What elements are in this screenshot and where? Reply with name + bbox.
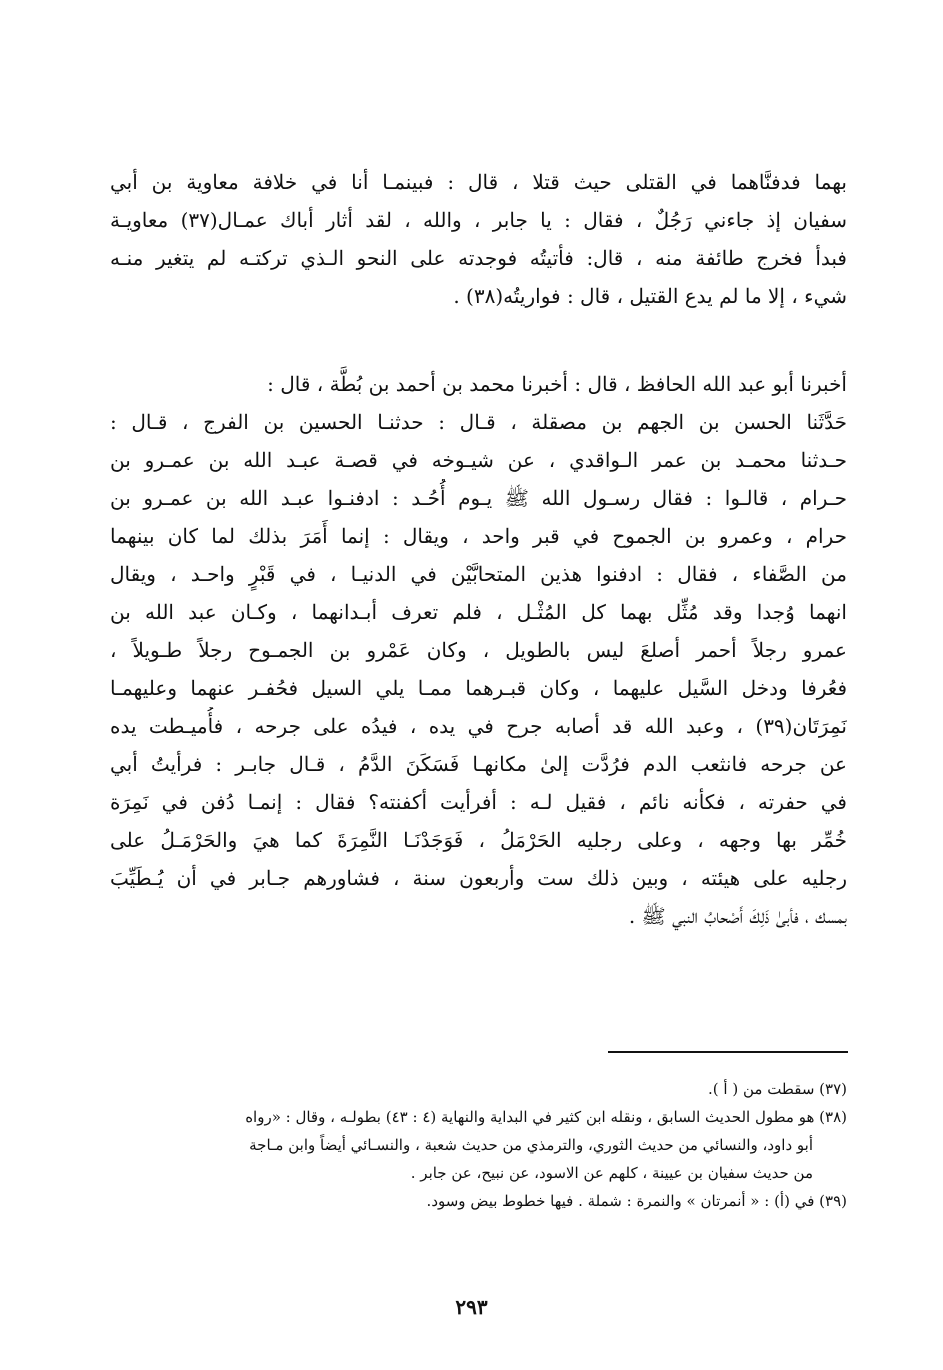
text-line: نَمِرَتَان(٣٩) ، وعبد الله قد أصابه جرح في يده ، فيدُه على جرحه ، فأُميـطت يده bbox=[110, 714, 847, 738]
footnote-39: (٣٩) في (أ) : « أنمرتان » والنمرة : شملة . فيها خطوط بيض وسود. bbox=[426, 1192, 847, 1210]
text-line: حرام ، وعمرو بن الجموح في قبر واحد ، ويقال : إنما أَمَرَ بذلك لما كان بينهما bbox=[110, 524, 847, 548]
text-line: من الصَّفاء ، فقال : ادفنوا هذين المتحابَّيْن في الدنيـا ، في قَبْرٍ واحـد ، ويقال bbox=[110, 562, 847, 586]
text-line: حـدثنا محمـد بن عمر الـواقدي ، عن شيـوخه في قصـة عبـد الله بن عمـرو بن bbox=[110, 448, 847, 472]
footnotes bbox=[110, 1075, 847, 1215]
text-line: حَدَّثَنا الحسن بن الجهم بن مصقلة ، قـال : حدثنـا الحسين بن الفرج ، قـال : bbox=[110, 410, 847, 434]
text-line: فبدأ فخرج طائفة منه ، قال: فأتيتُه فوجدته على النحو الـذي تركتـه لم يتغير منـه bbox=[110, 246, 847, 270]
footnote-38-continued: من حديث سفيان بن عيينة ، كلهم عن الاسود، عن نبيح، عن جابر . bbox=[410, 1164, 813, 1182]
text-line: عن جرحه فانثعب الدم فرُدَّت إلىٰ مكانهـا فَسَكَنَ الدَّمُ ، قـال جابـر : فرأيتُ أبي bbox=[110, 752, 847, 776]
text-line: انهما وُجدا وقد مُثِّل بهما كل المُثْـل ، فلم تعرف أبـدانهما ، وكـان عبد الله بن bbox=[110, 600, 847, 624]
text-line: أخبرنا أبو عبد الله الحافظ ، قال : أخبرنا محمد بن أحمد بن بُطَّة ، قال : bbox=[267, 372, 847, 396]
text-line: شيء ، إلا ما لم يدع القتيل ، قال : فواريتُه(٣٨) . bbox=[453, 284, 847, 308]
text-line: رجليه على هيئته ، وبين ذلك ست وأربعون سنة ، فشاورهم جـابر في أن يُـطَيِّبَ bbox=[110, 866, 847, 890]
text-line: في حفرته ، فكأنه نائم ، فقيل لـه : أفرأيت أكفنته؟ فقال : إنمـا دُفن في نَمِرَة bbox=[110, 790, 847, 814]
text-line: فعُرفا ودخل السَّيل عليهما ، وكان قبـرهما ممـا يلي السيل فحُفـر عنهما وعليهمـا bbox=[110, 676, 847, 700]
footnote-38-continued: أبو داود، والنسائي من حديث الثوري، والترمذي من حديث شعبة ، والنسـائي أيضاً وابن مـاجة bbox=[249, 1136, 813, 1154]
text-line: بمسك ، فأبىٰ ذَلِكَ أَصْحابُ النبي ﷺ . bbox=[628, 904, 847, 928]
paragraph-2 bbox=[110, 365, 847, 935]
page-number: ٢٩٣ bbox=[455, 1295, 488, 1319]
footnote-37: (٣٧) سقطت من ( أ ). bbox=[708, 1080, 847, 1098]
paragraph-1 bbox=[110, 163, 847, 315]
text-line: عمرو رجلاً أحمر أصلعَ ليس بالطويل ، وكان عَمْرو بن الجمـوح رجلاً طـويلاً ، bbox=[110, 638, 847, 662]
text-line: سفيان إذ جاءني رَجُلٌ ، فقال : يا جابر ، والله ، لقد أثار أباك عمـال(٣٧) معاويـة bbox=[110, 208, 847, 232]
footnote-38: (٣٨) هو مطول الحديث السابق ، ونقله ابن كثير في البداية والنهاية (٤ : ٤٣) بطولـه ، وقال : «رواه bbox=[245, 1108, 847, 1126]
text-line: بهما فدفنَّاهما في القتلى حيث قتلا ، قال : فبينمـا أنا في خلافة معاوية بن أبي bbox=[110, 170, 847, 194]
text-line: حـرام ، قالـوا : فقال رسـول الله ﷺ يـوم أُحُـد : ادفنـوا عبـد الله بن عمـرو بن bbox=[110, 486, 847, 510]
text-line: خُمِّر بها وجهه ، وعلى رجليه الحَرْمَلُ ، فَوَجَدْنَـا النَّمِرَةَ كما هيَ والحَرْمَـلُ على bbox=[110, 828, 847, 852]
footnote-separator bbox=[608, 1051, 848, 1053]
